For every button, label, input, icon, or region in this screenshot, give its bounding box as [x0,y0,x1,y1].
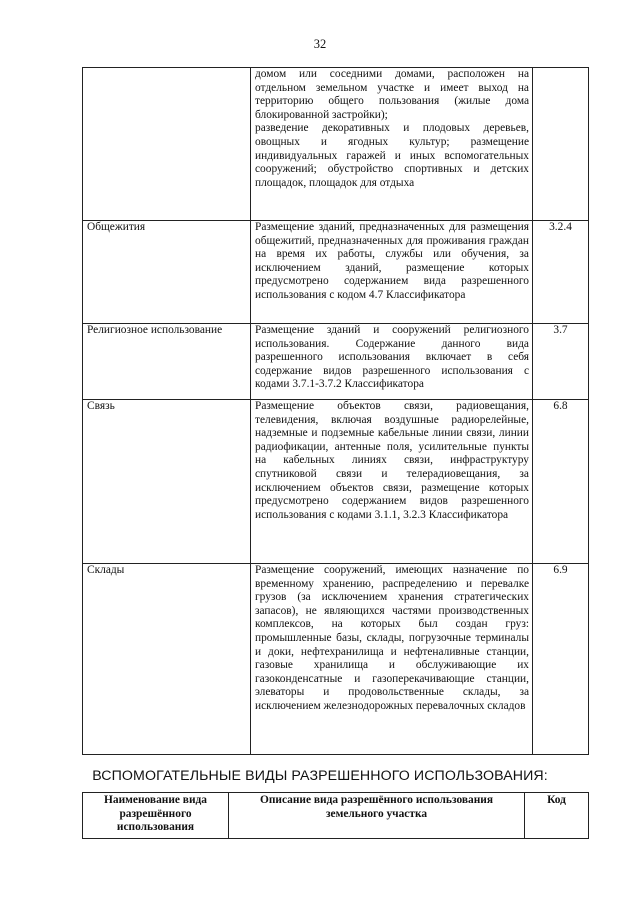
page-number: 32 [313,37,327,51]
use-name-cell: Религиозное использование [83,324,251,400]
use-code-cell: 6.9 [533,564,589,755]
table-row [83,221,589,324]
description-paragraph: Размещение зданий и сооружений религиозного использования. Содержание данного вида разрешенного использования включает в себя содержание видов разрешенного использования с кодами 3.7.1-3.7.2 Классификатора [255,324,529,391]
table-row [83,324,589,400]
use-description-cell [251,68,533,221]
table-row [83,564,589,755]
use-description-cell [251,221,533,324]
table-header-row [83,793,589,839]
use-name-cell: Склады [83,564,251,755]
description-paragraph: разведение декоративных и плодовых деревьев, овощных и ягодных культур; размещение индивидуальных гаражей и иных вспомогательных сооружений; обустройство спортивных и детских площадок, площадок для отдыха [255,122,529,189]
section-title: ВСПОМОГАТЕЛЬНЫЕ ВИДЫ РАЗРЕШЕННОГО ИСПОЛЬЗОВАНИЯ: [92,768,548,784]
auxiliary-use-table [82,792,589,839]
use-description-cell [251,400,533,564]
header-description: Описание вида разрешённого использования земельного участка [229,793,525,839]
table-row [83,400,589,564]
use-name-cell: Связь [83,400,251,564]
description-paragraph: Размещение объектов связи, радиовещания, телевидения, включая воздушные радиорелейные, надземные и подземные кабельные линии связи, линии радиофикации, антенные поля, усилительные пункты на кабельных линиях связи, инфраструктуру спутниковой связи и телерадиовещания, за исключением объектов связи, размещение которых предусмотрено содержанием видов разрешенного использования с кодами 3.1.1, 3.2.3 Классификатора [255,400,529,521]
description-paragraph: домом или соседними домами, расположен на отдельном земельном участке и имеет выход на территорию общего пользования (жилые дома блокированной застройки); [255,68,529,121]
use-name-cell: Общежития [83,221,251,324]
header-code: Код [525,793,589,839]
table-row [83,68,589,221]
permitted-use-table [82,67,589,755]
use-code-cell [533,68,589,221]
description-paragraph: Размещение сооружений, имеющих назначение по временному хранению, распределению и перевалке грузов (за исключением хранения стратегических запасов), не являющихся частями производственных комплексов, на которых был создан груз: промышленные базы, склады, погрузочные терминалы и доки, нефтехранилища и нефтеналивные станции, газовые хранилища и обслуживающие их газоконденсатные и газоперекачивающие станции, элеваторы и продовольственные склады, за исключением железнодорожных перевалочных складов [255,564,529,712]
use-description-cell [251,324,533,400]
header-name: Наименование вида разрешённого использования [83,793,229,839]
use-code-cell: 6.8 [533,400,589,564]
use-code-cell: 3.2.4 [533,221,589,324]
use-code-cell: 3.7 [533,324,589,400]
use-description-cell [251,564,533,755]
description-paragraph: Размещение зданий, предназначенных для размещения общежитий, предназначенных для проживания граждан на время их работы, службы или обучения, за исключением зданий, размещение которых предусмотрено содержанием вида разрешенного использования с кодом 4.7 Классификатора [255,221,529,301]
use-name-cell [83,68,251,221]
